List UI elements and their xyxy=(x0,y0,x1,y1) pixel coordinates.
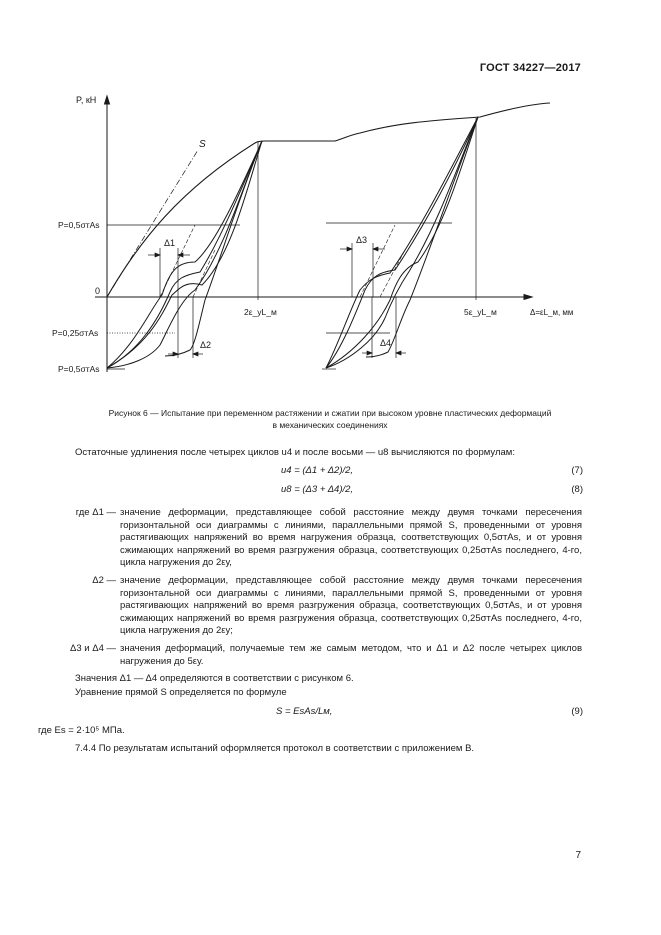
axis-y-label: P, кН xyxy=(76,95,97,105)
formula-7: u4 = (Δ1 + Δ2)/2, xyxy=(281,465,354,476)
x-axis-arrow xyxy=(524,295,532,300)
cycle-2ey-loop-4 xyxy=(107,141,262,368)
delta3-label: Δ3 xyxy=(356,235,368,245)
intro-paragraph: Остаточные удлинения после четырех циклов u4 и после восьми — u8 вычисляются по формулам: xyxy=(75,447,515,458)
delta4-label: Δ4 xyxy=(380,338,392,348)
level-p025-label: P=0,25σтAs xyxy=(52,328,99,338)
cycle-2ey-loop-1 xyxy=(107,141,262,368)
definition-delta1-text: значение деформации, представляющее собой расстояние между двумя точками пересечения горизонтальной оси диаграммы с линиями, параллельными прямой S, проведенными от уровня растягивающих напряжений во время нагружения образца, соответствующих 0,5σтAs, и от уровня сжимающих напряжений во время разгружения образца, соответствующих 0,25σтAs последнего, 4-го, цикла нагружения до 2εу, xyxy=(120,507,582,568)
line-s-label: S xyxy=(199,139,206,150)
formula-9-number: (9) xyxy=(571,706,583,717)
para-values: Значения Δ1 — Δ4 определяются в соответствии с рисунком 6. xyxy=(75,673,354,684)
where-es: где Es = 2·10⁵ МПа. xyxy=(38,725,125,736)
page-number: 7 xyxy=(575,850,581,861)
tick-2ey-label: 2ε_yL_м xyxy=(244,307,277,317)
definition-delta34-text: значения деформаций, получаемые тем же самым методом, что и Δ1 и Δ2 после четырех циклов нагружения до 5εу. xyxy=(120,643,582,667)
para-744: 7.4.4 По результатам испытаний оформляется протокол в соответствии с приложением В. xyxy=(75,743,475,754)
y-axis-arrow xyxy=(105,96,110,104)
formula-8-number: (8) xyxy=(571,484,583,495)
load-deformation-diagram xyxy=(0,0,661,400)
cycle-5ey-loop-2 xyxy=(326,117,478,368)
origin-label: 0 xyxy=(95,286,101,296)
figure-caption xyxy=(40,407,620,431)
envelope-curve xyxy=(107,103,550,297)
formula-7-number: (7) xyxy=(571,465,583,476)
figure-caption-line-2: в механических соединениях xyxy=(272,420,388,430)
definition-delta2-label: Δ2 — xyxy=(92,575,116,586)
level-p05-bottom-label: P=0,5σтAs xyxy=(58,364,100,374)
delta1-label: Δ1 xyxy=(164,238,176,248)
cycle-2ey-loop-3 xyxy=(107,141,262,368)
delta2-label: Δ2 xyxy=(200,340,212,350)
figure-caption-line-1: Рисунок 6 — Испытание при переменном растяжении и сжатии при высоком уровне пластических деформаций xyxy=(108,408,552,418)
helper-dash-4 xyxy=(380,250,405,297)
definition-delta2 xyxy=(0,575,661,645)
helper-dash-1 xyxy=(160,225,195,297)
definition-delta1-label: где Δ1 — xyxy=(75,507,116,518)
cycle-2ey-loop-2 xyxy=(107,141,262,368)
cycle-5ey-loop-3 xyxy=(326,117,478,368)
level-p05-top-label: P=0,5σтAs xyxy=(58,220,100,230)
formula-8: u8 = (Δ3 + Δ4)/2, xyxy=(281,484,354,495)
para-line-s: Уравнение прямой S определяется по формуле xyxy=(75,687,287,698)
standard-number: ГОСТ 34227—2017 xyxy=(479,62,581,74)
cycle-5ey-loop-1 xyxy=(326,117,478,368)
formula-9: S = EsAs/Lм, xyxy=(276,706,333,717)
axis-x-label: Δ=εL_м, мм xyxy=(530,308,574,317)
definition-delta2-text: значение деформации, представляющее собой расстояние между двумя точками пересечения горизонтальной оси диаграммы с линиями, параллельными прямой S, проведенными от уровня растягивающих напряжений во время разгружения образца, соответствующих 0,5σтAs, и от уровня сжимающих напряжений во время разгружения образца, соответствующих 0,25σтAs последнего, 4-го, цикла нагружения до 2εу; xyxy=(120,575,582,636)
definition-delta34-label: Δ3 и Δ4 — xyxy=(70,643,116,654)
cycle-5ey-loop-4 xyxy=(326,117,478,368)
definition-delta34 xyxy=(0,643,661,673)
tick-5ey-label: 5ε_yL_м xyxy=(464,307,497,317)
